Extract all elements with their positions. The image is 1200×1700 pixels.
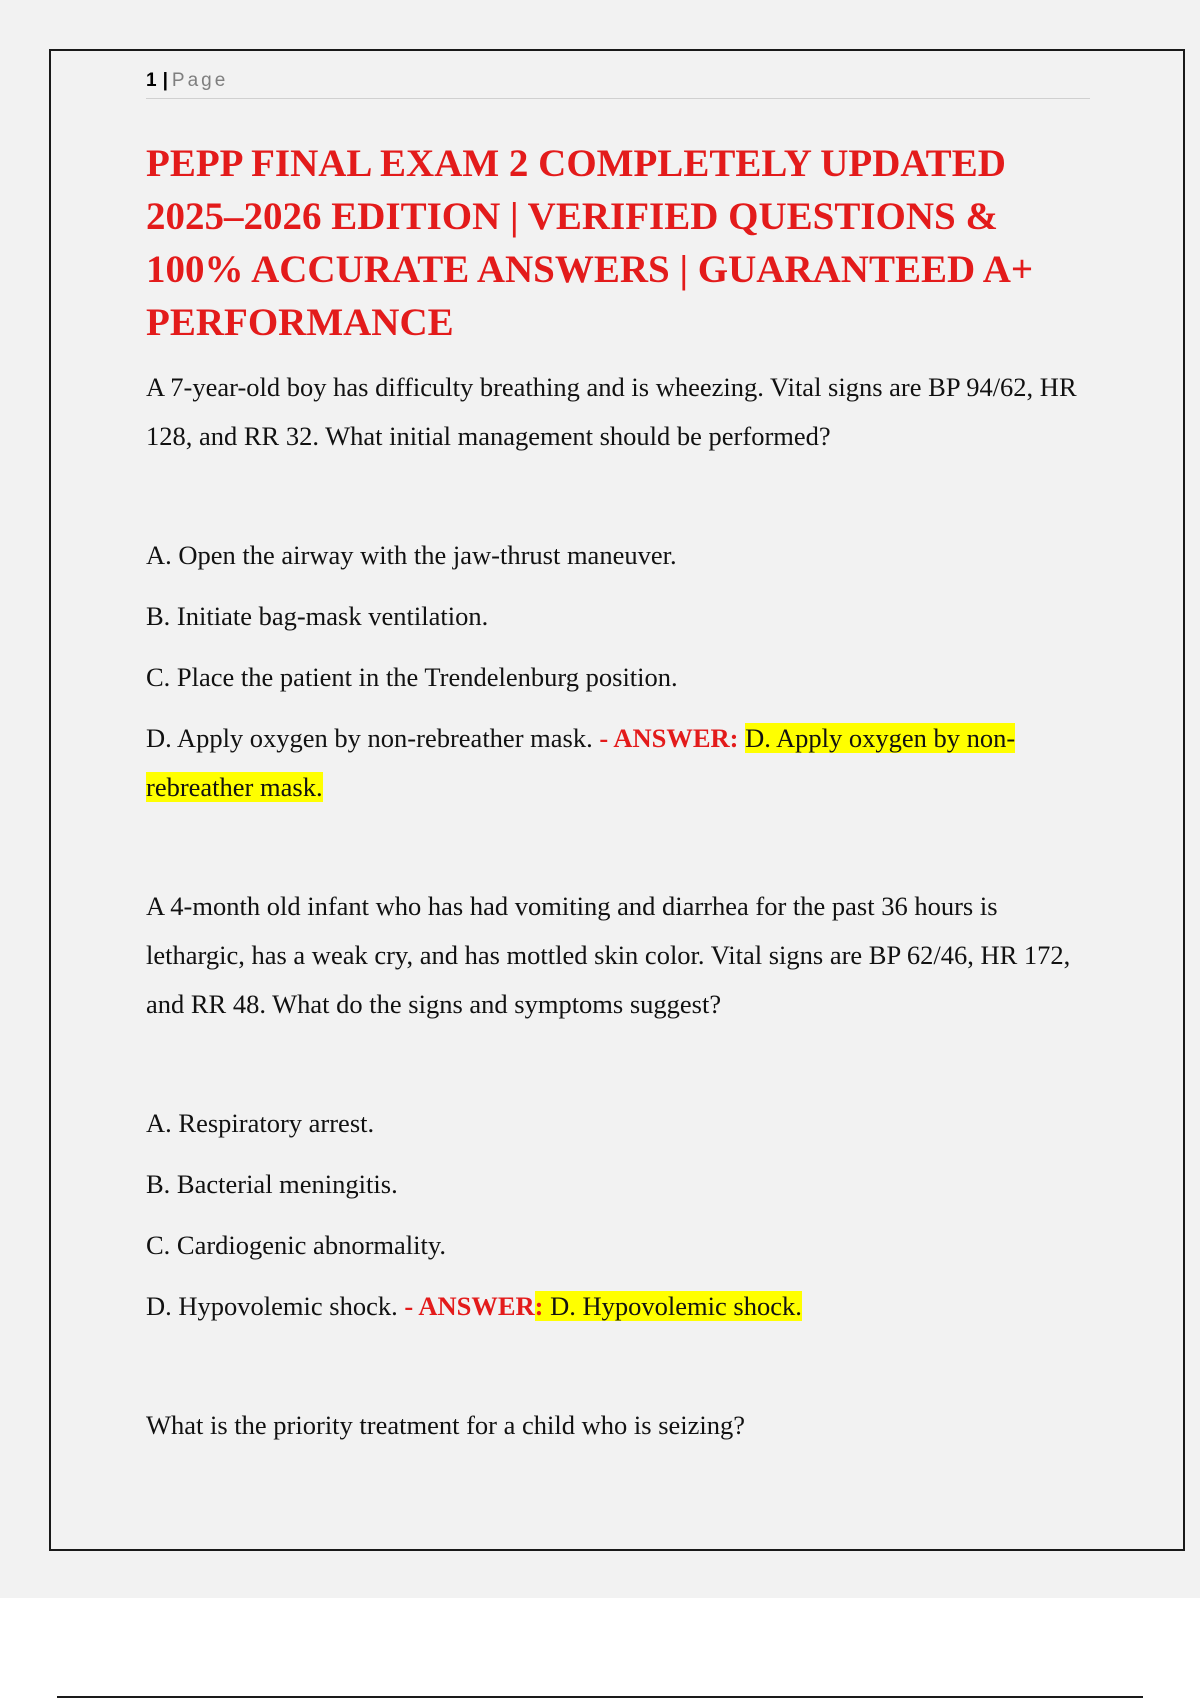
question-2-option-c: C. Cardiogenic abnormality. <box>146 1230 447 1260</box>
page-label: Page <box>171 70 229 91</box>
question-2-option-b: B. Bacterial meningitis. <box>146 1169 398 1199</box>
document-content <box>146 70 1092 1450</box>
question-2-answer-label: - ANSWER <box>397 1291 535 1321</box>
page-header <box>146 70 1090 99</box>
question-2-answer-text: D. Hypovolemic shock. <box>543 1291 802 1321</box>
question-2-option-d: D. Hypovolemic shock. <box>146 1291 398 1321</box>
question-2-stem: A 4-month old infant who has had vomiting and diarrhea for the past 36 hours is lethargic, has a weak cry, and has mottled skin color. Vital signs are BP 62/46, HR 172, and RR 48. What do the signs and symptoms suggest? <box>146 891 1071 1019</box>
page-header-separator: | <box>162 70 168 91</box>
question-1-option-b: B. Initiate bag-mask ventilation. <box>146 601 489 631</box>
question-1-option-c: C. Place the patient in the Trendelenburg position. <box>146 662 678 692</box>
document-title: PEPP FINAL EXAM 2 COMPLETELY UPDATED 2025–2026 EDITION | VERIFIED QUESTIONS & 100% ACCURATE ANSWERS | GUARANTEED A+ PERFORMANCE <box>146 142 1034 344</box>
question-2-answer-highlight <box>535 1291 802 1321</box>
question-3-stem: What is the priority treatment for a child who is seizing? <box>146 1410 746 1440</box>
question-1-answer-highlight: D. Apply oxygen by non-rebreather mask. <box>146 723 1016 802</box>
question-1-answer-label: - ANSWER: <box>592 723 739 753</box>
question-2-option-d-with-answer <box>146 1282 1092 1331</box>
question-1-option-d-with-answer <box>146 714 1092 812</box>
question-1-option-a: A. Open the airway with the jaw-thrust maneuver. <box>146 540 677 570</box>
page-number: 1 <box>146 70 157 91</box>
question-2-answer-colon: : <box>534 1291 544 1321</box>
footer-divider <box>57 1696 1143 1698</box>
question-2-option-a: A. Respiratory arrest. <box>146 1108 375 1138</box>
question-1-option-d: D. Apply oxygen by non-rebreather mask. <box>146 723 593 753</box>
question-1-stem: A 7-year-old boy has difficulty breathing and is wheezing. Vital signs are BP 94/62, HR 128, and RR 32. What initial management should be performed? <box>146 372 1077 451</box>
